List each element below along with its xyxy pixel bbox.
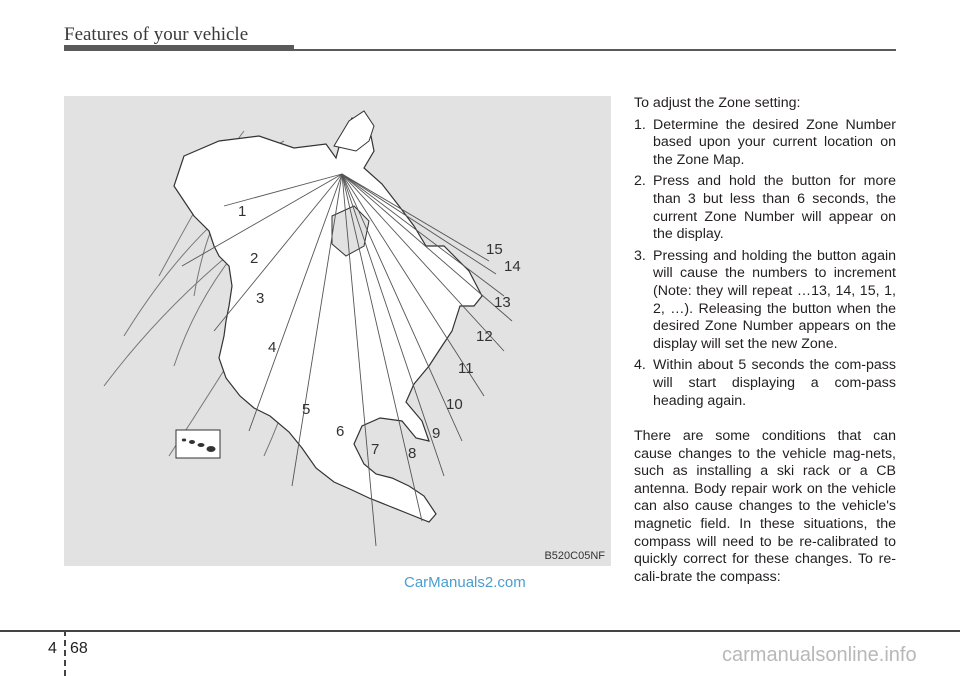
step-text: Press and hold the button for more than 3 but less than 6 seconds, the current Zone Number will appear on the display. xyxy=(653,173,896,243)
zone-label: 9 xyxy=(432,425,441,442)
zone-label: 2 xyxy=(250,250,259,267)
figure-code: B520C05NF xyxy=(544,550,605,562)
page-number: 68 xyxy=(70,640,88,657)
footer-rule xyxy=(0,630,960,632)
step-text: Determine the desired Zone Number based upon your current location on the Zone Map. xyxy=(653,116,896,168)
recalibration-paragraph: There are some conditions that can cause changes to the vehicle mag-nets, such as installing a ski rack or a CB antenna. Body repair work on the vehicle can also cause changes to the vehicle's magnetic field. In these situations, the compass will need to be re-calibrated to quickly correct for these changes. To re-cali-brate the compass: xyxy=(634,428,896,585)
instructions-column xyxy=(634,95,896,586)
zone-label: 3 xyxy=(256,290,265,307)
page-header-title: Features of your vehicle xyxy=(64,24,249,45)
step-item xyxy=(634,357,896,410)
chapter-number: 4 xyxy=(48,640,57,657)
zone-map-illustration xyxy=(64,96,611,566)
step-number: 4. xyxy=(634,357,646,374)
zone-label: 11 xyxy=(458,360,474,377)
zone-label: 8 xyxy=(408,445,417,462)
zone-map-figure xyxy=(64,96,611,566)
zone-label: 7 xyxy=(371,441,380,458)
watermark-text: carmanualsonline.info xyxy=(722,644,917,666)
step-number: 2. xyxy=(634,173,646,190)
header-rule-accent xyxy=(64,45,294,51)
zone-label: 12 xyxy=(476,328,493,345)
header-rule xyxy=(294,49,896,51)
zone-label: 1 xyxy=(238,203,247,220)
footer-divider xyxy=(64,630,66,676)
step-number: 3. xyxy=(634,247,646,264)
zone-label: 4 xyxy=(268,339,277,356)
step-text: Within about 5 seconds the com-pass will start displaying a com-pass heading again. xyxy=(653,357,896,409)
step-text: Pressing and holding the button again will cause the numbers to increment (Note: they will repeat …13, 14, 15, 1, 2, …). Releasing the button when the desired Zone Number appears on the display will set the new Zone. xyxy=(653,247,896,352)
steps-list xyxy=(634,117,896,411)
step-item xyxy=(634,248,896,354)
zone-label: 10 xyxy=(446,396,463,413)
zone-label: 13 xyxy=(494,294,511,311)
step-number: 1. xyxy=(634,116,646,133)
zone-label: 5 xyxy=(302,401,311,418)
step-item xyxy=(634,173,896,243)
step-item xyxy=(634,117,896,170)
intro-text: To adjust the Zone setting: xyxy=(634,95,801,111)
zone-label: 14 xyxy=(504,258,521,275)
zone-label: 15 xyxy=(486,241,503,258)
watermark-link[interactable]: CarManuals2.com xyxy=(404,574,526,591)
zone-label: 6 xyxy=(336,423,345,440)
